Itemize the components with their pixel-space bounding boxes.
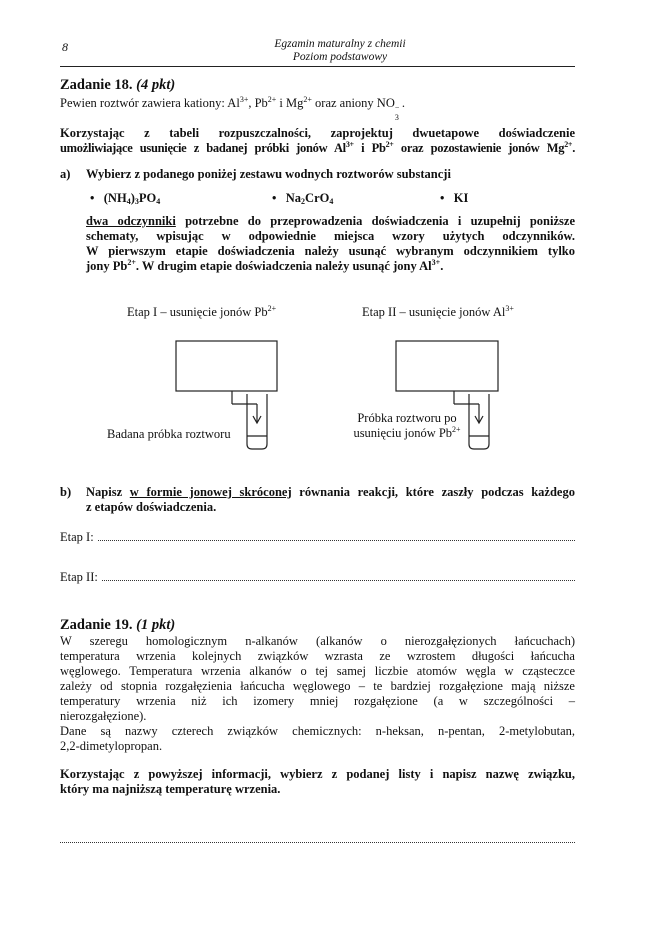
label-text: usunięciu jonów Pb	[353, 426, 453, 440]
etap2-answer-line[interactable]	[102, 580, 575, 581]
para-text: .	[440, 259, 444, 273]
formula-part: Na	[285, 191, 302, 205]
index-sub: 4	[329, 197, 334, 206]
stage-text: Etap I – usunięcie jonów Pb	[127, 305, 268, 319]
charge-sup: 3+	[431, 258, 441, 267]
stage1-reagent-box[interactable]	[176, 341, 277, 391]
task19-answer-line[interactable]	[60, 842, 575, 843]
index-sub: 3	[134, 197, 139, 206]
part-a-line3: W pierwszym etapie doświadczenia należy usunąć wybranym odczynnikiem tylko	[86, 244, 575, 258]
task19-line: temperatura wrzenia kolejnych związków wzrasta ze wzrostem długości łańcucha	[60, 649, 575, 663]
part-b-line1	[86, 485, 575, 500]
task19-instr-line2: który ma najniższą temperaturę wrzenia.	[60, 782, 281, 796]
etap1-label: Etap I:	[60, 530, 94, 544]
task19-given-line1: Dane są nazwy czterech związków chemicznych: n-heksan, n-pentan, 2-metylobutan,	[60, 724, 575, 738]
part-a-label: a)	[60, 167, 71, 181]
para-text: jony Pb	[86, 259, 128, 273]
stage2-sample-label	[346, 411, 468, 441]
underlined-text: dwa odczynniki	[86, 214, 176, 228]
instr-text: oraz pozostawienie jonów Mg	[393, 141, 565, 155]
charge-sup: 3+	[345, 140, 354, 149]
stage-text: Etap II – usunięcie jonów Al	[362, 305, 506, 319]
task19-title	[60, 617, 175, 634]
label-line: Próbka roztworu po	[357, 411, 457, 425]
intro-text: .	[401, 96, 405, 110]
bullet: •	[272, 191, 277, 205]
charge-sup: 2+	[267, 304, 277, 313]
header-title-line2: Poziom podstawowy	[292, 51, 388, 63]
task19-line: zależy od stopnia rozgałęzienia łańcucha węglowego – te bardziej rozgałęzione mają niższe	[60, 679, 575, 693]
charge-sup: 2+	[564, 140, 573, 149]
formula-part: (NH	[103, 191, 127, 205]
part-b-line2: z etapów doświadczenia.	[86, 500, 217, 514]
page-number: 8	[62, 40, 68, 54]
part-a-text: Wybierz z podanego poniżej zestawu wodnych roztworów substancji	[86, 167, 451, 181]
intro-text: , Pb	[248, 96, 268, 110]
charge-sup: 3+	[239, 95, 249, 104]
task18-points: (4 pkt)	[136, 77, 176, 93]
task19-title-text: Zadanie 19.	[60, 617, 133, 633]
underlined-text: w formie jonowej skróconej	[129, 485, 292, 499]
formula-part: KI	[453, 191, 469, 205]
task19-line: węglowego. Temperatura wrzenia alkanów o tej samej liczbie atomów węgla w cząsteczce	[60, 664, 575, 678]
para-text: . W drugim etapie doświadczenia należy usunąć jony Al	[135, 259, 432, 273]
formula-part: PO	[138, 191, 157, 205]
task19-line: temperatury wrzenia niż ich izomery mniej rozgałęzione (a w szczególności –	[60, 694, 575, 708]
stage1-sample-label: Badana próbka roztworu	[107, 427, 231, 441]
etap1-answer-line[interactable]	[98, 540, 575, 541]
etap2-label: Etap II:	[60, 570, 98, 584]
index-sub: 4	[156, 197, 161, 206]
para-text: potrzebne do przeprowadzenia doświadczenia i uzupełnij poniższe	[175, 214, 575, 228]
formula-part: )	[130, 191, 135, 205]
index-sub: 4	[126, 197, 131, 206]
charge-sup: 2+	[452, 425, 461, 434]
instr-text: i Pb	[353, 141, 386, 155]
part-b-label: b)	[60, 485, 72, 499]
etap1-answer-row	[60, 530, 575, 545]
bullet: •	[90, 191, 95, 205]
task19-instr-line1: Korzystając z powyższej informacji, wybierz z podanej listy i napisz nazwę związku,	[60, 767, 575, 781]
task19-instruction	[60, 767, 575, 797]
part-a-line2: schematy, wpisując w odpowiednie miejsca wzory użytych odczynników.	[86, 229, 575, 243]
header-title-line1: Egzamin maturalny z chemii	[274, 38, 406, 50]
task19-paragraph	[60, 634, 575, 754]
bullet: •	[440, 191, 445, 205]
label-line	[346, 426, 468, 441]
formula-part: CrO	[305, 191, 330, 205]
charge-sup: 2+	[127, 258, 136, 267]
index-sub: 3	[394, 113, 399, 122]
charge-sup: 2+	[267, 95, 277, 104]
stage2-reagent-box[interactable]	[396, 341, 498, 391]
para-text: Napisz	[86, 485, 130, 499]
task19-points: (1 pkt)	[136, 617, 176, 633]
charge-sup: 3+	[505, 304, 514, 313]
task19-line: nierozgałęzione).	[60, 709, 147, 723]
etap2-answer-row	[60, 570, 575, 585]
index-sub: 2	[301, 197, 306, 206]
instr-text: umożliwiające usunięcie z badanej próbki jonów Al	[60, 141, 346, 155]
intro-text: Pewien roztwór zawiera kationy: Al	[60, 96, 240, 110]
part-b-text	[86, 485, 575, 515]
charge-sup: 2+	[303, 95, 312, 104]
instr-text: .	[572, 141, 576, 155]
charge-sup: −	[394, 103, 400, 112]
intro-text: oraz aniony NO	[311, 96, 395, 110]
intro-text: i Mg	[276, 96, 304, 110]
task18-title-text: Zadanie 18.	[60, 77, 133, 93]
charge-sup: 2+	[385, 140, 394, 149]
para-text: równania reakcji, które zaszły podczas każdego	[291, 485, 575, 499]
task19-given-line2: 2,2-dimetylopropan.	[60, 739, 163, 753]
task19-line: W szeregu homologicznym n-alkanów (alkanów o nierozgałęzionych łańcuchach)	[60, 634, 575, 648]
instruction-line1: Korzystając z tabeli rozpuszczalności, zaprojektuj dwuetapowe doświadczenie	[60, 126, 575, 140]
